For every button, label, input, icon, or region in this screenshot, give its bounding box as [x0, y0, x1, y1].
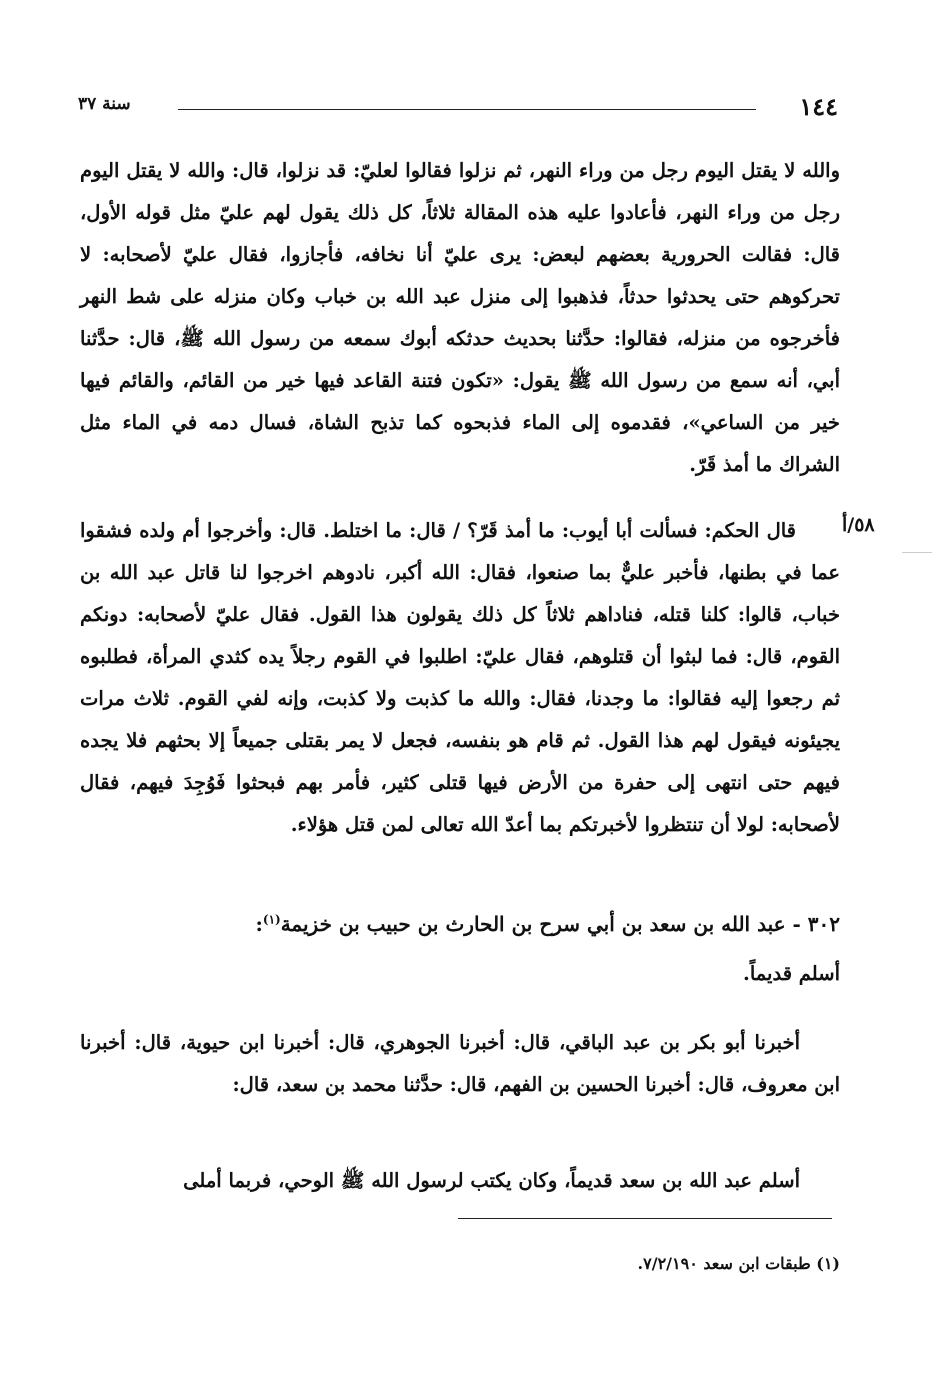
footnote-ref: (١): [262, 912, 281, 927]
paragraph-3: أسلم قديماً.: [743, 962, 840, 985]
header-rule: [178, 109, 756, 110]
paragraph-2: قال الحكم: فسألت أبا أيوب: ما أمذ قَرّ؟ / قال: ما اختلط. قال: وأخرجوا أم ولده فشقوا عما في بطنها، فأخبر عليٌّ بما صنعوا، فقال: الله أكبر، نادوهم اخرجوا لنا قاتل عبد الله بن خباب، قالوا: كلنا قتله، فناداهم ثلاثاً كل ذلك يقولون هذا القول. فقال عليّ لأصحابه: دونكم القوم، قال: فما لبثوا أن قتلوهم، فقال عليّ: اطلبوا في القوم رجلاً يده كثدي المرأة، فطلبوه ثم رجعوا إليه فقالوا: ما وجدنا، فقال: والله ما كذبت ولا كذبت، وإنه لفي القوم. ثلاث مرات يجيئونه فيقول لهم هذا القول. ثم قام هو بنفسه، فجعل لا يمر بقتلى جميعاً إلا بحثهم فلا يجده فيهم حتى انتهى إلى حفرة من الأرض فيها قتلى كثير، فأمر بهم فبحثوا فَوُجِدَ فيهم، فقال لأصحابه: لولا أن تنتظروا لأخبرتكم بما أعدّ الله تعالى لمن قتل هؤلاء.: [80, 519, 840, 836]
page-number: ١٤٤: [799, 92, 838, 121]
page-header: [78, 92, 838, 122]
entry-heading: [255, 912, 840, 936]
entry-heading-colon: :: [255, 912, 263, 936]
footnote-rule: [458, 1218, 832, 1219]
footnote: (١) طبقات ابن سعد ٧/٢/١٩٠.: [637, 1254, 840, 1273]
paragraph-1: والله لا يقتل اليوم رجل من وراء النهر، ثم نزلوا فقالوا لعليّ: قد نزلوا، قال: والله لا يقتل اليوم رجل من وراء النهر، فأعادوا عليه هذه المقالة ثلاثاً، كل ذلك يقول لهم عليّ مثل قوله الأول، قال: فقالت الحرورية بعضهم لبعض: يرى عليّ أنا نخافه، فأجازوا، فقال عليّ لأصحابه: لا تحركوهم حتى يحدثوا حدثاً، فذهبوا إلى منزل عبد الله بن خباب وكان منزله على شط النهر فأخرجوه من منزله، فقالوا: حدَّثنا بحديث حدثكه أبوك سمعه من رسول الله ﷺ، قال: حدَّثنا أبي، أنه سمع من رسول الله ﷺ يقول: «تكون فتنة القاعد فيها خير من القائم، والقائم فيها خير من الساعي»، فقدموه إلى الماء فذبحوه كما تذبح الشاة، فسال دمه في الماء مثل الشراك ما أمذ قَرّ.: [80, 159, 840, 476]
paragraph-4: أخبرنا أبو بكر بن عبد الباقي، قال: أخبرنا الجوهري، قال: أخبرنا ابن حيوية، قال: أخبرنا ابن معروف، قال: أخبرنا الحسين بن الفهم، قال: حدَّثنا محمد بن سعد، قال:: [80, 1031, 840, 1096]
entry-heading-text: ٣٠٢ - عبد الله بن سعد بن أبي سرح بن الحارث بن حبيب بن خزيمة: [280, 912, 840, 936]
margin-folio-note: ٥٨/أ: [842, 514, 875, 536]
margin-mark: [902, 552, 932, 553]
paragraph-5: أسلم عبد الله بن سعد قديماً، وكان يكتب لرسول الله ﷺ الوحي، فربما أملى: [183, 1169, 800, 1192]
running-title: سنة ٣٧: [78, 94, 131, 114]
